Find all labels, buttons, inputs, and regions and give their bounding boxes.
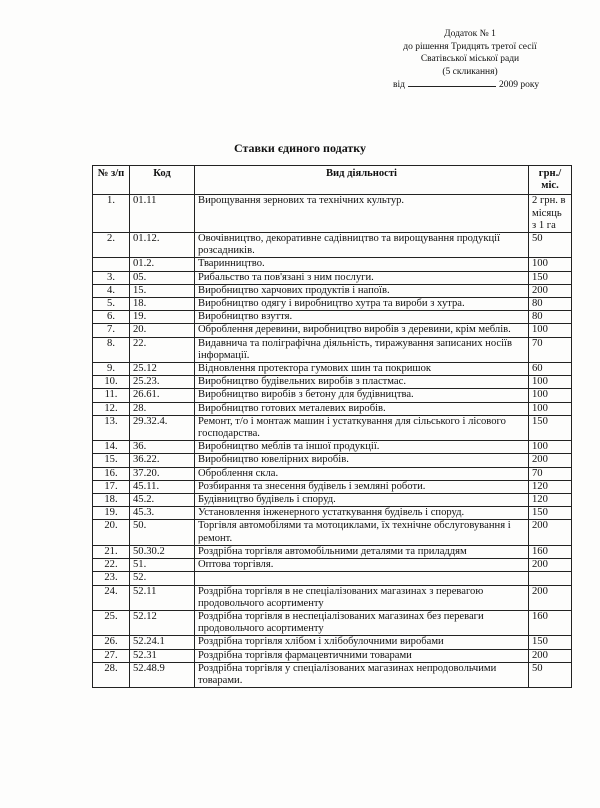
row-code: 28. — [130, 402, 195, 415]
row-activity: Установлення інженерного устаткування будівель і споруд. — [195, 507, 529, 520]
table-row — [93, 284, 572, 297]
row-rate: 80 — [529, 311, 572, 324]
row-activity: Роздрібна торгівля у спеціалізованих магазинах непродовольчими товарами. — [195, 662, 529, 687]
table-row — [93, 454, 572, 467]
row-code: 52.48.9 — [130, 662, 195, 687]
table-row — [93, 636, 572, 649]
row-number: 7. — [93, 324, 130, 337]
row-rate: 50 — [529, 233, 572, 258]
table-row — [93, 298, 572, 311]
table-row — [93, 559, 572, 572]
row-code: 50. — [130, 520, 195, 545]
row-rate: 200 — [529, 454, 572, 467]
row-number: 8. — [93, 337, 130, 362]
row-rate: 100 — [529, 258, 572, 271]
row-number: 16. — [93, 467, 130, 480]
date-blank-field — [408, 78, 496, 87]
row-rate: 120 — [529, 480, 572, 493]
row-number: 23. — [93, 572, 130, 585]
table-row — [93, 337, 572, 362]
row-code: 52.11 — [130, 585, 195, 610]
annex-decision: до рішення Тридцять третої сесії — [403, 41, 537, 52]
table-row — [93, 415, 572, 440]
table-row — [93, 195, 572, 233]
row-activity: Виробництво виробів з бетону для будівництва. — [195, 389, 529, 402]
row-code: 05. — [130, 271, 195, 284]
row-code: 50.30.2 — [130, 545, 195, 558]
row-activity: Торгівля автомобілями та мотоциклами, їх технічне обслуговування і ремонт. — [195, 520, 529, 545]
row-code: 01.12. — [130, 233, 195, 258]
row-code: 36. — [130, 441, 195, 454]
row-rate: 2 грн. в місяць з 1 га — [529, 195, 572, 233]
row-activity: Овочівництво, декоративне садівництво та вирощування продукції розсадників. — [195, 233, 529, 258]
row-number: 13. — [93, 415, 130, 440]
row-code: 01.2. — [130, 258, 195, 271]
document-title: Ставки єдиного податку — [233, 141, 367, 155]
row-activity: Тваринництво. — [195, 258, 529, 271]
row-number: 5. — [93, 298, 130, 311]
row-number: 15. — [93, 454, 130, 467]
row-number: 18. — [93, 494, 130, 507]
row-number: 1. — [93, 195, 130, 233]
row-number: 9. — [93, 363, 130, 376]
row-code: 22. — [130, 337, 195, 362]
row-code: 19. — [130, 311, 195, 324]
row-rate: 50 — [529, 662, 572, 687]
row-activity: Відновлення протектора гумових шин та покришок — [195, 363, 529, 376]
table-row — [93, 233, 572, 258]
header-number: № з/п — [93, 166, 130, 195]
row-activity: Оброблення скла. — [195, 467, 529, 480]
row-number: 10. — [93, 376, 130, 389]
annex-header — [360, 28, 580, 92]
row-activity: Виробництво готових металевих виробів. — [195, 402, 529, 415]
annex-date-suffix: 2009 року — [498, 80, 540, 90]
row-code: 36.22. — [130, 454, 195, 467]
row-code: 25.23. — [130, 376, 195, 389]
table-row — [93, 324, 572, 337]
row-code: 37.20. — [130, 467, 195, 480]
row-activity: Видавнича та поліграфічна діяльність, тиражування записаних носіїв інформації. — [195, 337, 529, 362]
row-number: 3. — [93, 271, 130, 284]
row-activity: Роздрібна торгівля в не спеціалізованих магазинах з перевагою продовольчого асортименту — [195, 585, 529, 610]
table-row — [93, 441, 572, 454]
annex-council: Сватівської міської ради — [420, 54, 520, 64]
table-row — [93, 271, 572, 284]
row-rate: 80 — [529, 298, 572, 311]
row-rate: 150 — [529, 636, 572, 649]
table-row — [93, 467, 572, 480]
annex-date-prefix: від — [393, 80, 405, 90]
table-body — [93, 195, 572, 688]
table-row — [93, 376, 572, 389]
row-rate: 200 — [529, 284, 572, 297]
table-row — [93, 494, 572, 507]
row-number: 14. — [93, 441, 130, 454]
row-code: 26.61. — [130, 389, 195, 402]
table-row — [93, 258, 572, 271]
row-code: 45.11. — [130, 480, 195, 493]
row-activity: Роздрібна торгівля фармацевтичними товарами — [195, 649, 529, 662]
row-number: 21. — [93, 545, 130, 558]
annex-number: Додаток № 1 — [444, 29, 496, 39]
table-row — [93, 662, 572, 687]
header-rate: грн./міс. — [529, 166, 572, 195]
tax-rates-table — [92, 165, 572, 688]
row-activity: Розбирання та знесення будівель і земляні роботи. — [195, 480, 529, 493]
row-rate: 100 — [529, 324, 572, 337]
table-row — [93, 311, 572, 324]
row-rate: 150 — [529, 271, 572, 284]
row-rate: 160 — [529, 545, 572, 558]
row-number: 20. — [93, 520, 130, 545]
row-number: 19. — [93, 507, 130, 520]
row-number: 2. — [93, 233, 130, 258]
row-activity: Виробництво меблів та іншої продукції. — [195, 441, 529, 454]
row-activity — [195, 572, 529, 585]
table-row — [93, 585, 572, 610]
row-code: 45.2. — [130, 494, 195, 507]
row-activity: Виробництво взуття. — [195, 311, 529, 324]
row-code: 18. — [130, 298, 195, 311]
row-rate: 200 — [529, 585, 572, 610]
row-code: 52. — [130, 572, 195, 585]
table-row — [93, 402, 572, 415]
row-code: 29.32.4. — [130, 415, 195, 440]
row-number: 12. — [93, 402, 130, 415]
row-number: 27. — [93, 649, 130, 662]
table-row — [93, 545, 572, 558]
row-rate — [529, 572, 572, 585]
row-activity: Виробництво будівельних виробів з пластмас. — [195, 376, 529, 389]
header-activity: Вид діяльності — [195, 166, 529, 195]
table-row — [93, 520, 572, 545]
row-code: 52.24.1 — [130, 636, 195, 649]
row-rate: 150 — [529, 415, 572, 440]
row-activity: Вирощування зернових та технічних культур. — [195, 195, 529, 233]
row-rate: 120 — [529, 494, 572, 507]
row-code: 51. — [130, 559, 195, 572]
row-activity: Виробництво одягу і виробництво хутра та вироби з хутра. — [195, 298, 529, 311]
row-number: 11. — [93, 389, 130, 402]
table-row — [93, 649, 572, 662]
row-code: 25.12 — [130, 363, 195, 376]
row-number: 17. — [93, 480, 130, 493]
header-code: Код — [130, 166, 195, 195]
row-activity: Оптова торгівля. — [195, 559, 529, 572]
row-code: 20. — [130, 324, 195, 337]
row-number: 22. — [93, 559, 130, 572]
row-rate: 200 — [529, 520, 572, 545]
row-code: 52.31 — [130, 649, 195, 662]
annex-date-line — [360, 78, 580, 92]
row-activity: Роздрібна торгівля автомобільними деталями та приладдям — [195, 545, 529, 558]
row-rate: 100 — [529, 441, 572, 454]
row-code: 52.12 — [130, 610, 195, 635]
row-number: 6. — [93, 311, 130, 324]
row-rate: 160 — [529, 610, 572, 635]
table-row — [93, 480, 572, 493]
row-activity: Роздрібна торгівля в неспеціалізованих магазинах без переваги продовольчого асортименту — [195, 610, 529, 635]
annex-convocation: (5 скликання) — [442, 66, 498, 77]
row-number: 4. — [93, 284, 130, 297]
row-activity: Ремонт, т/о і монтаж машин і устаткування для сільського і лісового господарства. — [195, 415, 529, 440]
row-number: 28. — [93, 662, 130, 687]
row-code: 15. — [130, 284, 195, 297]
row-activity: Рибальство та пов'язані з ним послуги. — [195, 271, 529, 284]
row-activity: Виробництво ювелірних виробів. — [195, 454, 529, 467]
table-row — [93, 389, 572, 402]
table-row — [93, 610, 572, 635]
row-rate: 100 — [529, 376, 572, 389]
row-number: 24. — [93, 585, 130, 610]
table-row — [93, 572, 572, 585]
row-rate: 100 — [529, 402, 572, 415]
table-row — [93, 507, 572, 520]
row-activity: Будівництво будівель і споруд. — [195, 494, 529, 507]
row-code: 01.11 — [130, 195, 195, 233]
row-rate: 200 — [529, 649, 572, 662]
row-number: 25. — [93, 610, 130, 635]
table-row — [93, 363, 572, 376]
row-rate: 200 — [529, 559, 572, 572]
row-activity: Виробництво харчових продуктів і напоїв. — [195, 284, 529, 297]
row-code: 45.3. — [130, 507, 195, 520]
row-number — [93, 258, 130, 271]
row-rate: 70 — [529, 467, 572, 480]
row-activity: Роздрібна торгівля хлібом і хлібобулочними виробами — [195, 636, 529, 649]
row-rate: 150 — [529, 507, 572, 520]
row-rate: 60 — [529, 363, 572, 376]
row-number: 26. — [93, 636, 130, 649]
table-header-row — [93, 166, 572, 195]
row-rate: 100 — [529, 389, 572, 402]
row-activity: Оброблення деревини, виробництво виробів з деревини, крім меблів. — [195, 324, 529, 337]
row-rate: 70 — [529, 337, 572, 362]
